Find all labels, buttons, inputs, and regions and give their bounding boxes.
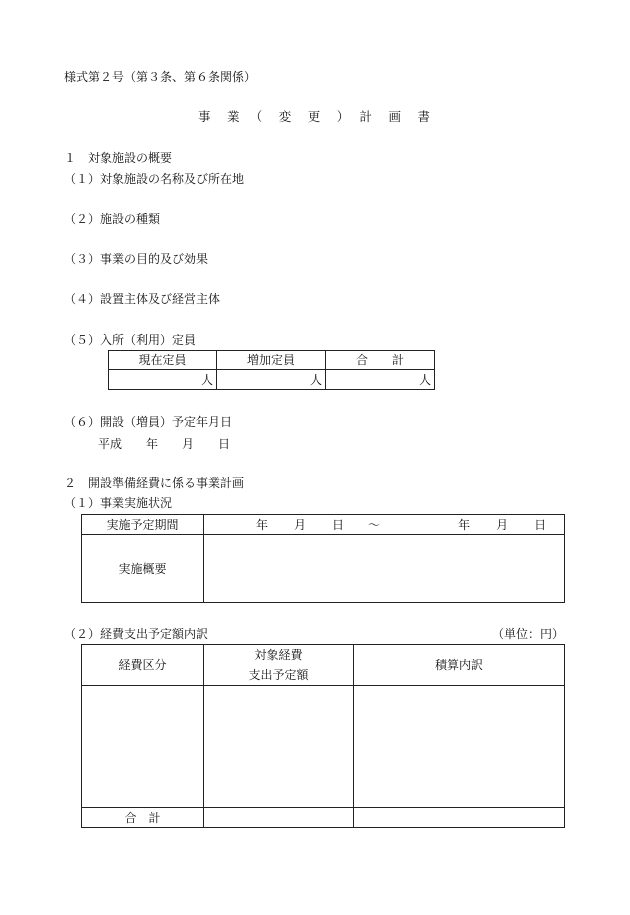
expense-header-breakdown: 積算内訳: [354, 645, 565, 686]
date-era: 平成: [98, 437, 123, 451]
period-end-year: 年: [458, 517, 471, 532]
unit-label: 人: [309, 372, 322, 387]
unit-label: 人: [418, 372, 431, 387]
section1-heading: １ 対象施設の概要: [64, 151, 173, 165]
status-table: [81, 514, 565, 603]
expense-header-amount-line2: 支出予定額: [248, 668, 309, 682]
section1-item3: （３）事業の目的及び効果: [64, 252, 209, 266]
period-start-year: 年: [256, 517, 269, 532]
date-year-label: 年: [146, 437, 159, 451]
expense-table: [81, 644, 565, 828]
document-title: 事 業 （ 変 更 ） 計 画 書: [197, 109, 432, 124]
unit-label: 人: [200, 372, 213, 387]
expense-total-label: 合 計: [82, 808, 204, 828]
period-end-day: 日: [534, 517, 547, 532]
period-end-month: 月: [496, 517, 509, 532]
period-start-month: 月: [294, 517, 307, 532]
opening-date-line: [98, 435, 230, 452]
expense-breakdown-cell[interactable]: [354, 686, 565, 808]
expense-header-amount-line1: 対象経費: [254, 648, 303, 662]
period-label: 実施予定期間: [82, 515, 204, 535]
form-label: 様式第２号（第３条、第６条関係）: [64, 70, 257, 84]
period-cell[interactable]: [204, 515, 565, 535]
capacity-cell-increase[interactable]: [217, 370, 326, 390]
expense-category-cell[interactable]: [82, 686, 204, 808]
capacity-table: [108, 350, 435, 390]
expense-header-category: 経費区分: [82, 645, 204, 686]
section2-item2: （２）経費支出予定額内訳: [64, 627, 209, 641]
date-day-label: 日: [218, 437, 231, 451]
capacity-cell-current[interactable]: [109, 370, 217, 390]
section2-heading: ２ 開設準備経費に係る事業計画: [64, 476, 245, 490]
capacity-header-increase: 増加定員: [217, 351, 326, 370]
section1-item6: （６）開設（増員）予定年月日: [64, 415, 233, 429]
capacity-cell-total[interactable]: [326, 370, 435, 390]
expense-amount-cell[interactable]: [204, 686, 354, 808]
section1-item4: （４）設置主体及び経営主体: [64, 292, 221, 306]
expense-header-amount: [204, 645, 354, 686]
date-month-label: 月: [182, 437, 195, 451]
period-start-day: 日: [332, 517, 345, 532]
unit-note: （単位：円）: [492, 627, 565, 641]
capacity-header-current: 現在定員: [109, 351, 217, 370]
summary-cell[interactable]: [204, 535, 565, 603]
section1-item2: （２）施設の種類: [64, 212, 161, 226]
section1-item1: （１）対象施設の名称及び所在地: [64, 172, 245, 186]
period-tilde: ～: [368, 517, 381, 532]
section2-item1: （１）事業実施状況: [64, 496, 173, 510]
expense-total-breakdown-cell[interactable]: [354, 808, 565, 828]
summary-label: 実施概要: [82, 535, 204, 603]
capacity-header-total: 合 計: [326, 351, 435, 370]
section1-item5: （５）入所（利用）定員: [64, 333, 197, 347]
expense-total-amount-cell[interactable]: [204, 808, 354, 828]
